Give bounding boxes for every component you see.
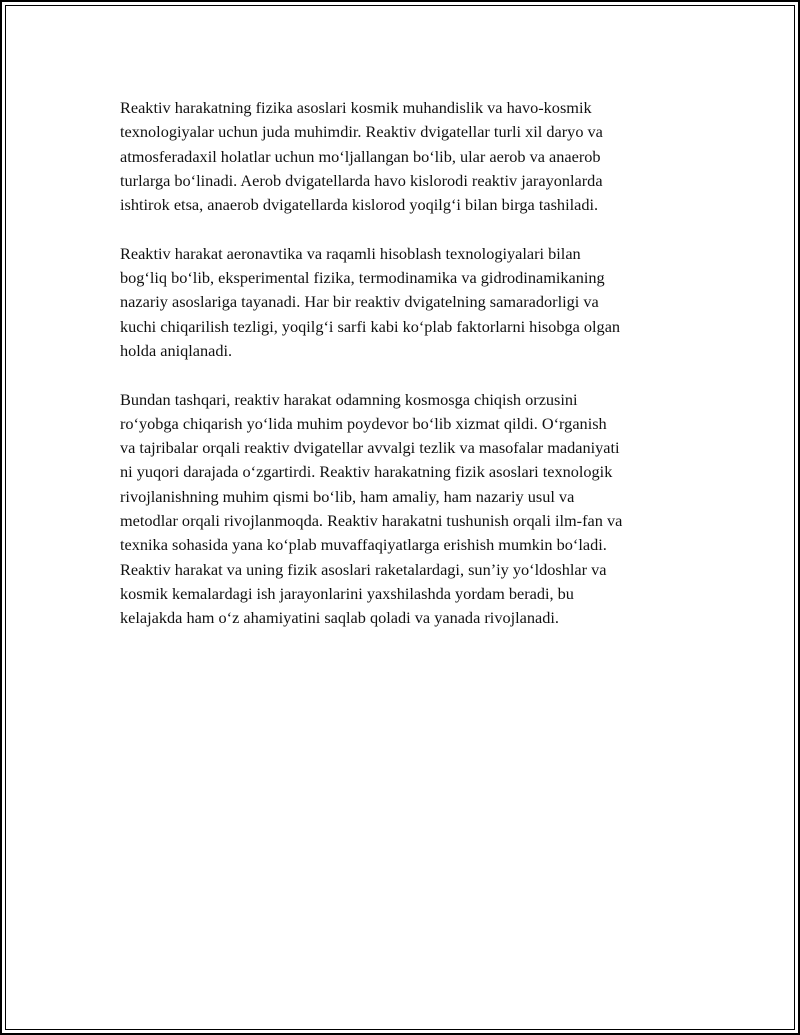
paragraph-2: Reaktiv harakat aeronavtika va raqamli hisoblash texnologiyalari bilan bogʻliq boʻlib, eksperimental fizika, termodinamika va gidrodinamikaning nazariy asoslariga tayanadi. Har bir reaktiv dvigatelning samaradorligi va kuchi chiqarilish tezligi, yoqilgʻi sarfi kabi koʻplab faktorlarni hisobga olgan holda aniqlanadi. [120, 243, 621, 360]
paragraph-3: Bundan tashqari, reaktiv harakat odamning kosmosga chiqish orzusini roʻyobga chiqarish yoʻlida muhim poydevor boʻlib xizmat qildi. Oʻrganish va tajribalar orqali reaktiv dvigatellar avvalgi tezlik va masofalar madaniyati ni yuqori darajada oʻzgartirdi. Reaktiv harakatning fizik asoslari texnologik rivojlanishning muhim qismi boʻlib, ham amaliy, ham nazariy usul va metodlar orqali rivojlanmoqda. Reaktiv harakatni tushunish orqali ilm-fan va texnika sohasida yana koʻplab muvaffaqiyatlarga erishish mumkin boʻladi. Reaktiv harakat va uning fizik asoslari raketalardagi, sunʼiy yoʻldoshlar va kosmik kemalardagi ish jarayonlarini yaxshilashda yordam beradi, bu kelajakda ham oʻz ahamiyatini saqlab qoladi va yanada rivojlanadi. [120, 389, 623, 628]
document-body [120, 96, 700, 655]
paragraph-1: Reaktiv harakatning fizika asoslari kosmik muhandislik va havo-kosmik texnologiyalar uchun juda muhimdir. Reaktiv dvigatellar turli xil daryo va atmosferadaxil holatlar uchun moʻljallangan boʻlib, ular aerob va anaerob turlarga boʻlinadi. Aerob dvigatellarda havo kislorodi reaktiv jarayonlarda ishtirok etsa, anaerob dvigatellarda kislorod yoqilgʻi bilan birga tashiladi. [120, 98, 603, 215]
